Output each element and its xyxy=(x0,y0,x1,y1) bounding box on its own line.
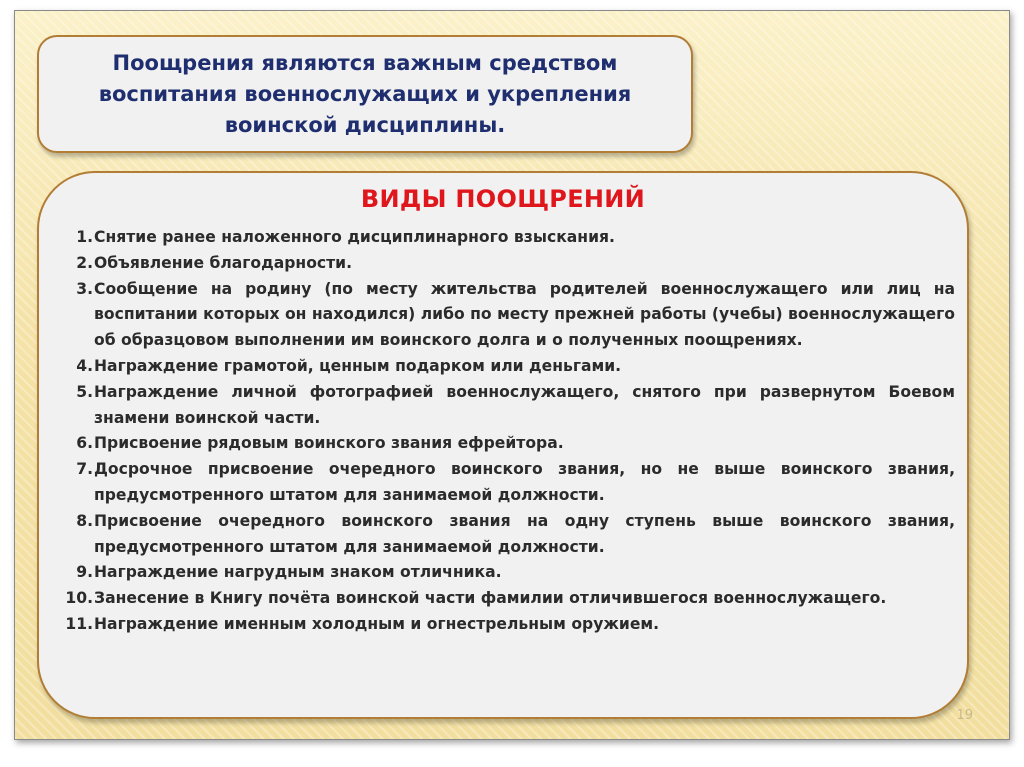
list-item-number: 11. xyxy=(65,614,93,633)
list-item xyxy=(53,586,955,612)
list-item-number: 10. xyxy=(65,589,93,608)
list-item-number: 6. xyxy=(76,434,93,453)
page-number: 19 xyxy=(956,708,973,723)
list-item-number: 9. xyxy=(76,563,93,582)
list-item xyxy=(53,251,955,277)
header-text: Поощрения являются важным средством воспитания военнослужащих и укрепления воинской дисциплины. xyxy=(98,50,632,137)
content-box xyxy=(37,171,969,719)
list-item-text: Награждение именным холодным и огнестрельным оружием. xyxy=(94,614,660,633)
list-item xyxy=(53,354,955,380)
list-item-number: 2. xyxy=(76,253,93,272)
list-item-text: Занесение в Книгу почёта воинской части фамилии отличившегося военнослужащего. xyxy=(94,589,887,608)
list-item xyxy=(53,612,955,638)
list-item-text: Сообщение на родину (по месту жительства родителей военнослужащего или лиц на воспитании которых он находился) либо по месту прежней работы (учебы) военнослужащего об образцовом выполнении им воинского долга и о полученных поощрениях. xyxy=(94,279,955,350)
list-item-number: 1. xyxy=(76,228,93,246)
slide xyxy=(14,10,1010,740)
list-item-text: Награждение личной фотографией военнослужащего, снятого при развернутом Боевом знамени воинской части. xyxy=(94,382,955,427)
list-item-text: Объявление благодарности. xyxy=(94,253,353,272)
list-item-number: 4. xyxy=(76,356,93,375)
list-item xyxy=(53,509,955,561)
list-item xyxy=(53,431,955,457)
list-item-text: Присвоение очередного воинского звания на одну ступень выше воинского звания, предусмотренного штатом для занимаемой должности. xyxy=(94,511,955,556)
list-item-number: 3. xyxy=(76,279,93,298)
list-item-text: Снятие ранее наложенного дисциплинарного взыскания. xyxy=(94,228,615,246)
list-item-text: Досрочное присвоение очередного воинского звания, но не выше воинского звания, предусмотренного штатом для занимаемой должности. xyxy=(94,460,955,504)
content-title: ВИДЫ ПООЩРЕНИЙ xyxy=(360,185,646,213)
list-item-text: Присвоение рядовым воинского звания ефрейтора. xyxy=(94,434,564,453)
header-box xyxy=(37,35,693,153)
list-item xyxy=(53,457,955,509)
list-item xyxy=(53,277,955,354)
list-item xyxy=(53,225,955,251)
list-item-number: 7. xyxy=(76,460,93,479)
list-item-number: 5. xyxy=(76,382,93,401)
list-item-number: 8. xyxy=(76,511,93,530)
list-item xyxy=(53,560,955,586)
list-item-text: Награждение нагрудным знаком отличника. xyxy=(94,563,502,582)
rewards-list xyxy=(53,225,955,638)
list-item xyxy=(53,380,955,432)
list-item-text: Награждение грамотой, ценным подарком или деньгами. xyxy=(94,356,622,375)
